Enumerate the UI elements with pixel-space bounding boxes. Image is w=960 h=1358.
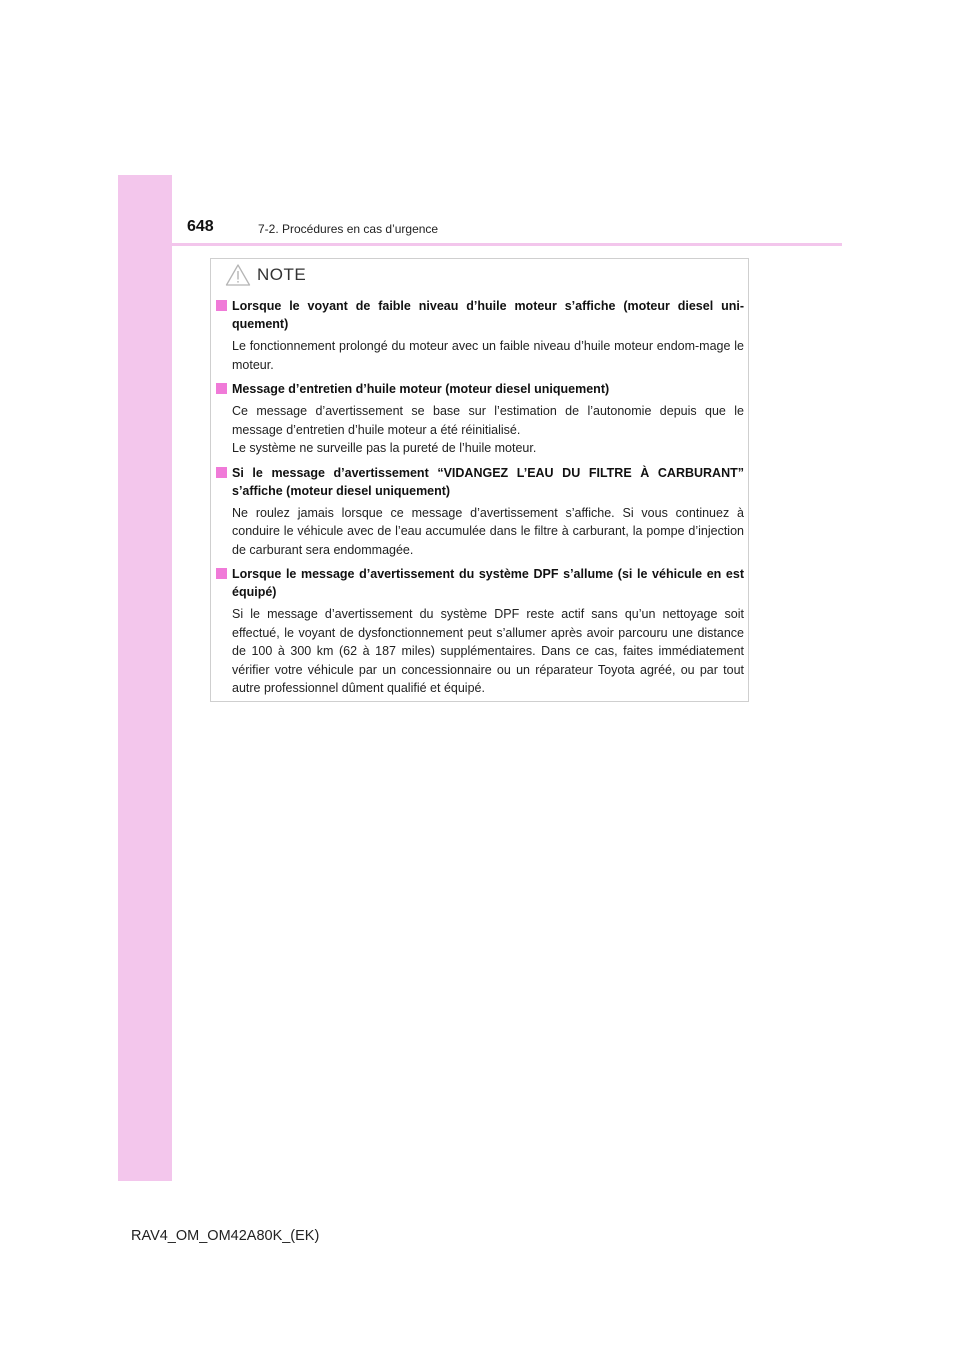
note-item-heading-text: Message d’entretien d’huile moteur (moteur diesel uniquement): [232, 382, 610, 396]
note-item: [216, 464, 744, 560]
square-bullet-icon: [216, 568, 227, 579]
note-item-heading-text: Lorsque le message d’avertissement du système DPF s’allume (si le véhicule en est équipé): [232, 567, 744, 599]
note-item-heading: [216, 464, 744, 500]
note-item-paragraph: Le fonctionnement prolongé du moteur avec un faible niveau d’huile moteur endom-mage le moteur.: [232, 339, 744, 372]
page-number: 648: [187, 218, 214, 235]
note-item-heading-text: Si le message d’avertissement “VIDANGEZ L’EAU DU FILTRE À CARBURANT” s’affiche (moteur diesel uniquement): [232, 465, 744, 498]
note-item-paragraph: Le système ne surveille pas la pureté de l’huile moteur.: [232, 441, 537, 455]
note-item-description: [232, 402, 744, 458]
note-item-heading: [216, 380, 744, 398]
note-item: [216, 380, 744, 458]
side-tab-strip: [118, 175, 172, 1181]
square-bullet-icon: [216, 467, 227, 478]
note-item: [216, 297, 744, 374]
note-item: [216, 565, 744, 698]
note-item-paragraph: Ne roulez jamais lorsque ce message d’avertissement s’affiche. Si vous continuez à conduire le véhicule avec de l’eau accumulée dans le filtre à carburant, la pompe d’injection de carburant sera endommagée.: [232, 505, 744, 557]
note-item-description: [232, 605, 744, 698]
warning-triangle-icon: [225, 263, 251, 287]
note-header: [225, 263, 306, 287]
note-item-paragraph: Si le message d’avertissement du système DPF reste actif sans qu’un nettoyage soit effectué, le voyant de dysfonctionnement peut s’allumer après avoir parcouru une distance de 100 à 300 km (62 à 187 miles) supplémentaires. Dans ce cas, faites immédiatement vérifier votre véhicule par un concessionnaire ou un réparateur Toyota agréé, ou par tout autre professionnel dûment qualifié et équipé.: [232, 607, 744, 695]
note-label: NOTE: [257, 265, 307, 284]
note-item-heading: [216, 297, 744, 333]
note-item-description: [232, 504, 744, 560]
section-title: 7-2. Procédures en cas d’urgence: [258, 222, 439, 236]
header-rule: [118, 243, 842, 246]
square-bullet-icon: [216, 300, 227, 311]
note-item-description: [232, 337, 744, 374]
note-item-paragraph: Ce message d’avertissement se base sur l’estimation de l’autonomie depuis que le message d’entretien d’huile moteur a été réinitialisé.: [232, 404, 744, 437]
document-code: RAV4_OM_OM42A80K_(EK): [131, 1228, 320, 1244]
square-bullet-icon: [216, 383, 227, 394]
note-body: [216, 297, 744, 704]
note-box: [210, 258, 749, 702]
note-item-heading-text: Lorsque le voyant de faible niveau d’huile moteur s’affiche (moteur diesel uni-quement): [232, 299, 744, 331]
note-item-heading: [216, 565, 744, 601]
